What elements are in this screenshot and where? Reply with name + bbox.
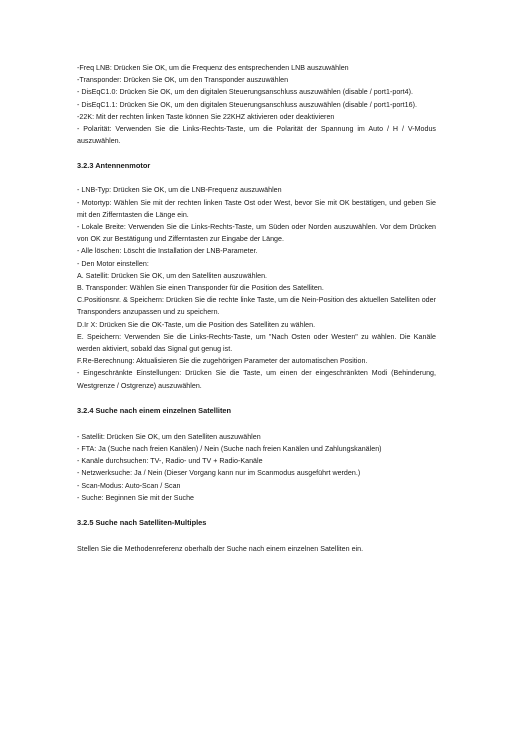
para-e-speichern: E. Speichern: Verwenden Sie die Links-Rechts-Taste, um "Nach Osten oder Westen" zu wählen. Die Kanäle werden aktiviert, sobald das Signal gut genug ist. (77, 332, 436, 354)
para-lokale-breite: - Lokale Breite: Verwenden Sie die Links-Rechts-Taste, um Süden oder Norden auszuwählen. Vor dem Drücken von OK zur Bestätigung und Zifferntasten zur Eingabe der Länge. (77, 223, 436, 244)
intro-22k: -22K: Mit der rechten linken Taste können Sie 22KHZ aktivieren oder deaktivieren (77, 112, 335, 121)
para-a-satellit: A. Satellit: Drücken Sie OK, um den Satelliten auszuwählen. (77, 271, 268, 280)
section-einzelner-satellit (77, 431, 436, 504)
para-kanaele: - Kanäle durchsuchen: TV-, Radio- und TV + Radio-Kanäle (77, 457, 263, 466)
para-netzwerksuche: - Netzwerksuche: Ja / Nein (Dieser Vorgang kann nur im Scanmodus ausgeführt werden.) (77, 469, 361, 478)
heading-antennenmotor: 3.2.3 Antennenmotor (77, 161, 151, 171)
heading-einzelner-satellit: 3.2.4 Suche nach einem einzelnen Satelliten (77, 405, 232, 415)
section-satelliten-multiples (77, 543, 436, 555)
heading-satelliten-multiples: 3.2.5 Suche nach Satelliten-Multiples (77, 518, 207, 528)
para-fta: - FTA: Ja (Suche nach freien Kanälen) / Nein (Suche nach freien Kanälen und Zahlungskanälen) (77, 445, 382, 454)
para-b-transponder: B. Transponder: Wählen Sie einen Transponder für die Position des Satelliten. (77, 284, 324, 293)
para-lnb-typ: - LNB-Typ: Drücken Sie OK, um die LNB-Frequenz auszuwählen (77, 186, 282, 195)
para-scan-modus: - Scan-Modus: Auto-Scan / Scan (77, 481, 181, 490)
para-motor-einstellen: - Den Motor einstellen: (77, 259, 149, 268)
para-methodenreferenz: Stellen Sie die Methodenreferenz oberhalb der Suche nach einem einzelnen Satelliten ein. (77, 545, 364, 554)
para-alle-loeschen: - Alle löschen: Löscht die Installation der LNB-Parameter. (77, 247, 258, 256)
para-suche: - Suche: Beginnen Sie mit der Suche (77, 493, 195, 502)
intro-block (77, 62, 436, 147)
intro-diseqc10: - DisEqC1.0: Drücken Sie OK, um den digitalen Steuerungsanschluss auszuwählen (disable / port1-port4). (77, 88, 414, 97)
intro-polaritaet: - Polarität: Verwenden Sie die Links-Rechts-Taste, um die Polarität der Spannung im Auto / H / V-Modus auszuwählen. (77, 125, 436, 146)
para-satellit: - Satellit: Drücken Sie OK, um den Satelliten auszuwählen (77, 432, 261, 441)
intro-freq-lnb: -Freq LNB: Drücken Sie OK, um die Frequenz des entsprechenden LNB auszuwählen (77, 64, 349, 72)
para-eingeschraenkt: - Eingeschränkte Einstellungen: Drücken Sie die Taste, um einen der eingeschränkten Modi (Behinderung, Westgrenze / Ostgrenze) auszuwählen. (77, 369, 436, 390)
intro-transponder: -Transponder: Drücken Sie OK, um den Transponder auszuwählen (77, 76, 289, 85)
section-antennenmotor (77, 184, 436, 391)
para-d-irx: D.Ir X: Drücken Sie die OK-Taste, um die Position des Satelliten zu wählen. (77, 320, 316, 329)
intro-diseqc11: - DisEqC1.1: Drücken Sie OK, um den digitalen Steuerungsanschluss auszuwählen (disable / port1-port16). (77, 100, 417, 109)
para-motortyp: - Motortyp: Wählen Sie mit der rechten linken Taste Ost oder West, bevor Sie mit OK bestätigen, und geben Sie mit den Zifferntasten die Länge ein. (77, 198, 436, 219)
para-f-berechnung: F.Re-Berechnung: Aktualisieren Sie die zugehörigen Parameter der automatischen Position. (77, 357, 368, 366)
para-c-position: C.Positionsnr. & Speichern: Drücken Sie die rechte linke Taste, um die Nein-Position des aktuellen Satelliten oder Transponders anzupassen und zu speichern. (77, 296, 436, 317)
